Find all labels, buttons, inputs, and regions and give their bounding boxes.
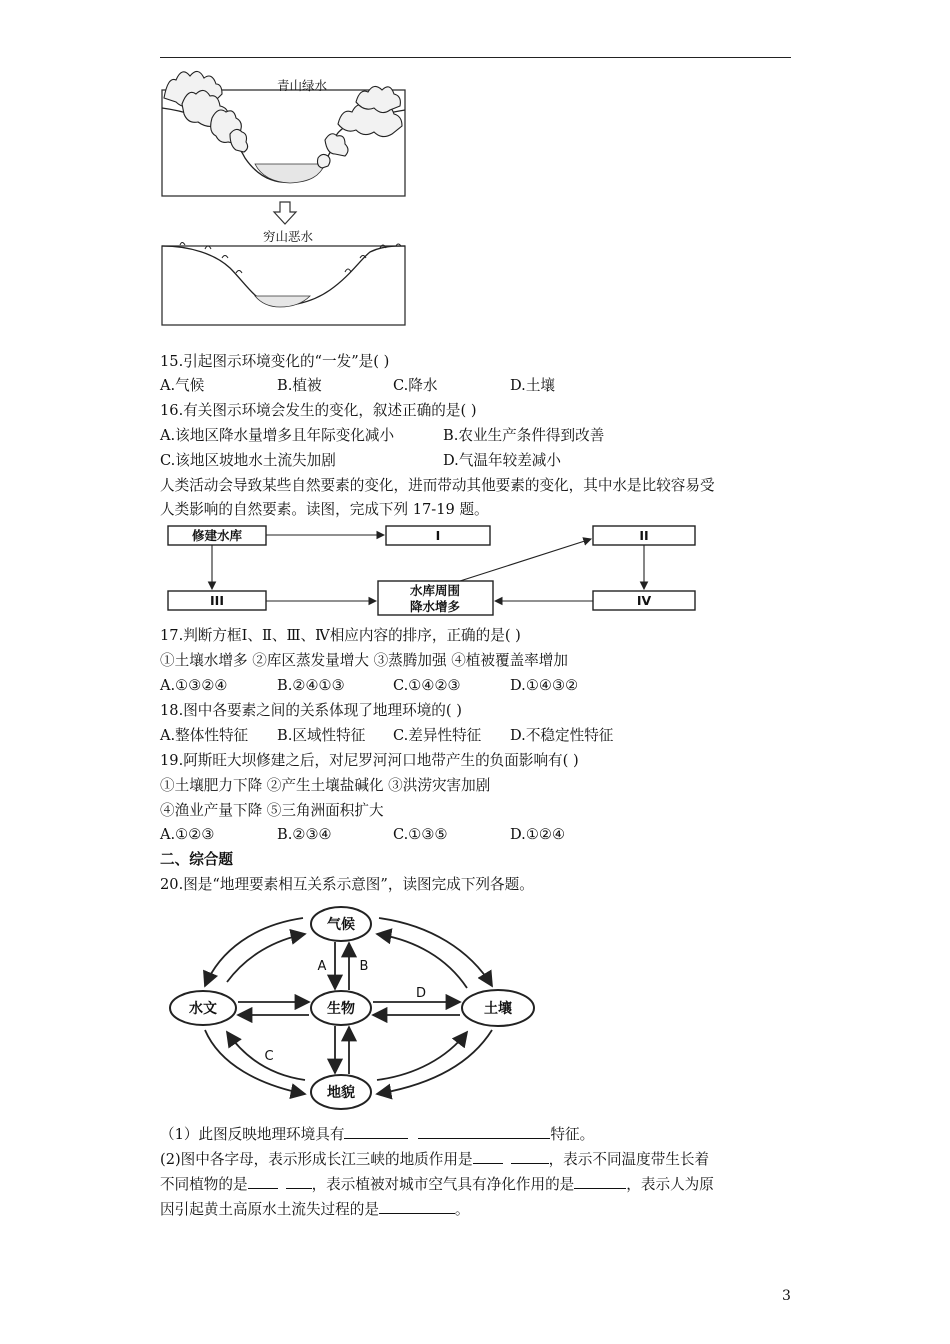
- label-c: C: [264, 1049, 274, 1064]
- reservoir-flow-diagram: [160, 521, 700, 617]
- q20-part2-text-7: 。: [454, 1201, 470, 1218]
- box-iii-label: III: [210, 593, 224, 608]
- q20-part2-blank-4[interactable]: [379, 1199, 455, 1214]
- box-center-line2: 降水增多: [409, 599, 461, 614]
- top-water: [255, 164, 325, 183]
- top-left-trees: [164, 71, 248, 152]
- landscape-figure: [160, 68, 415, 330]
- q20-part2-blank-2b[interactable]: [286, 1174, 312, 1189]
- q15-option-b[interactable]: B.植被: [277, 377, 322, 394]
- q20-part2-blank-3[interactable]: [574, 1174, 626, 1189]
- q15-option-d[interactable]: D.土壤: [510, 377, 556, 394]
- q16-option-c[interactable]: C.该地区坡地水土流失加剧: [160, 452, 336, 469]
- arc-soil-to-landform: [377, 1030, 492, 1094]
- q20-part2-line2: [160, 1174, 714, 1195]
- q17-stem: 17.判断方框Ⅰ、Ⅱ、Ⅲ、Ⅳ相应内容的排序，正确的是( ): [160, 627, 521, 644]
- box-build-label: 修建水库: [191, 528, 243, 543]
- q20-part2-blank-2a[interactable]: [248, 1174, 278, 1189]
- q19-items-1: ①土壤肥力下降 ②产生土壤盐碱化 ③洪涝灾害加剧: [160, 777, 491, 794]
- q20-part2-text-4: ，表示植被对城市空气具有净化作用的是: [311, 1176, 575, 1193]
- node-landform-label: 地貌: [327, 1085, 355, 1101]
- q19-option-b[interactable]: B.②③④: [277, 826, 332, 843]
- bottom-label: 穷山恶水: [262, 229, 314, 244]
- arc-hydrology-to-landform: [205, 1030, 305, 1094]
- geo-elements-diagram: [165, 900, 545, 1114]
- q15-option-c[interactable]: C.降水: [393, 377, 438, 394]
- q20-part2-line3: [160, 1199, 470, 1220]
- box-ii-label: II: [639, 528, 649, 543]
- q16-option-b[interactable]: B.农业生产条件得到改善: [443, 427, 605, 444]
- q20-part2-text-2: ，表示不同温度带生长着: [548, 1151, 710, 1168]
- arc-climate-to-hydrology: [205, 918, 303, 986]
- q19-option-c[interactable]: C.①③⑤: [393, 826, 448, 843]
- q18-option-b[interactable]: B.区域性特征: [277, 727, 366, 744]
- q20-part2-blank-1a[interactable]: [473, 1149, 503, 1164]
- down-arrow-icon: [274, 202, 296, 224]
- q17-option-d[interactable]: D.①④③②: [510, 677, 579, 694]
- q19-option-d[interactable]: D.①②④: [510, 826, 566, 843]
- box-i-label: I: [435, 528, 441, 543]
- q20-part2-line1: [160, 1149, 709, 1170]
- bottom-water: [255, 296, 310, 307]
- q16-stem: 16.有关图示环境会发生的变化，叙述正确的是( ): [160, 402, 477, 419]
- q20-part2-text-1: (2)图中各字母，表示形成长江三峡的地质作用是: [160, 1151, 473, 1168]
- q20-part1-suffix: 特征。: [550, 1126, 595, 1143]
- q20-part1: [160, 1124, 594, 1145]
- q16-option-d[interactable]: D.气温年较差减小: [443, 452, 561, 469]
- top-right-trees: [318, 86, 403, 168]
- q20-part2-text-6: 因引起黄土高原水土流失过程的是: [160, 1201, 379, 1218]
- node-biology-label: 生物: [327, 1001, 355, 1017]
- q19-option-a[interactable]: A.①②③: [160, 826, 215, 843]
- arc-landform-to-soil: [377, 1032, 467, 1080]
- q20-part1-prefix: （1）此图反映地理环境具有: [160, 1126, 345, 1143]
- section-title: 二、综合题: [160, 851, 233, 868]
- q18-stem: 18.图中各要素之间的关系体现了地理环境的( ): [160, 702, 462, 719]
- top-label: 青山绿水: [276, 78, 328, 93]
- header-rule: [160, 57, 791, 58]
- arc-hydrology-to-climate: [227, 934, 305, 982]
- q20-part1-blank-2[interactable]: [418, 1124, 550, 1139]
- node-soil-label: 土壤: [484, 1001, 512, 1017]
- label-a: A: [317, 959, 327, 974]
- q18-option-d[interactable]: D.不稳定性特征: [510, 727, 614, 744]
- q20-part2-text-3: 不同植物的是: [160, 1176, 248, 1193]
- q17-option-a[interactable]: A.①③②④: [160, 677, 228, 694]
- q20-part2-blank-1b[interactable]: [511, 1149, 549, 1164]
- box-iv-label: IV: [636, 593, 652, 608]
- q17-option-b[interactable]: B.②④①③: [277, 677, 345, 694]
- label-d: D: [415, 986, 427, 1001]
- bottom-panel-frame: [162, 246, 405, 325]
- q16-option-a[interactable]: A.该地区降水量增多且年际变化减小: [160, 427, 395, 444]
- bottom-shrubs: [180, 243, 401, 274]
- node-hydrology-label: 水文: [189, 1001, 217, 1017]
- q20-part1-blank-1[interactable]: [344, 1124, 408, 1139]
- intro-line-2: 人类影响的自然要素。读图，完成下列 17-19 题。: [160, 501, 489, 518]
- q20-stem: 20.图是“地理要素相互关系示意图”，读图完成下列各题。: [160, 876, 534, 893]
- q17-items: ①土壤水增多 ②库区蒸发量增大 ③蒸腾加强 ④植被覆盖率增加: [160, 652, 568, 669]
- q18-option-a[interactable]: A.整体性特征: [160, 727, 249, 744]
- q18-option-c[interactable]: C.差异性特征: [393, 727, 482, 744]
- page-number: 3: [782, 1288, 791, 1304]
- label-b: B: [359, 959, 369, 974]
- arc-soil-to-climate: [377, 934, 467, 988]
- q19-items-2: ④渔业产量下降 ⑤三角洲面积扩大: [160, 802, 384, 819]
- intro-line-1: 人类活动会导致某些自然要素的变化，进而带动其他要素的变化，其中水是比较容易受: [160, 477, 715, 494]
- arc-climate-to-soil: [379, 918, 492, 986]
- q15-option-a[interactable]: A.气候: [160, 377, 205, 394]
- q17-option-c[interactable]: C.①④②③: [393, 677, 461, 694]
- q19-stem: 19.阿斯旺大坝修建之后，对尼罗河河口地带产生的负面影响有( ): [160, 752, 579, 769]
- box-center-line1: 水库周围: [409, 583, 461, 598]
- q20-part2-text-5: ，表示人为原: [626, 1176, 714, 1193]
- node-climate-label: 气候: [327, 917, 355, 933]
- q15-stem: 15.引起图示环境变化的“一发”是( ): [160, 353, 390, 370]
